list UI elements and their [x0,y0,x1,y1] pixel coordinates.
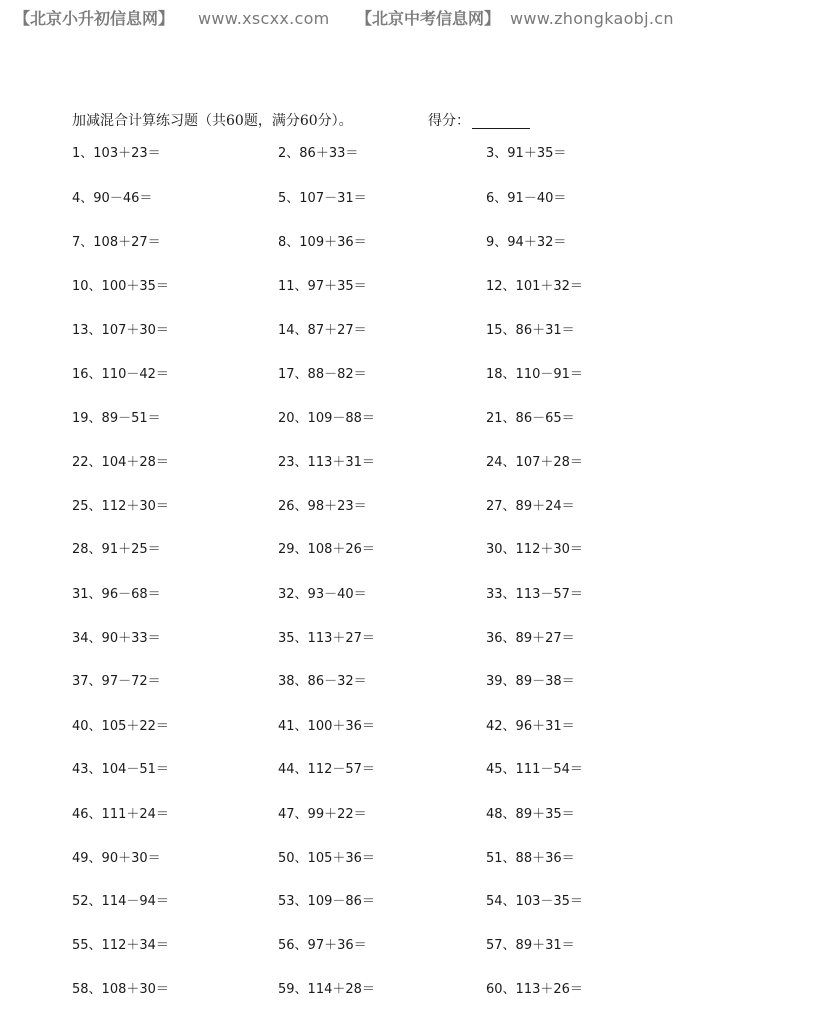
problem-item: 49、90＋30＝ [72,851,161,866]
problem-item: 37、97－72＝ [72,674,161,689]
problem-item: 18、110－91＝ [486,367,583,382]
header-url-1: www.xscxx.com [198,9,330,28]
problem-item: 21、86－65＝ [486,411,575,426]
problem-item: 22、104＋28＝ [72,455,169,470]
problem-item: 24、107＋28＝ [486,455,583,470]
problem-item: 33、113－57＝ [486,587,583,602]
problem-item: 52、114－94＝ [72,894,169,909]
problem-item: 11、97＋35＝ [278,279,367,294]
problem-item: 10、100＋35＝ [72,279,169,294]
problem-item: 4、90－46＝ [72,191,153,206]
problem-item: 51、88＋36＝ [486,851,575,866]
problem-item: 55、112＋34＝ [72,938,169,953]
problem-item: 20、109－88＝ [278,411,375,426]
problem-item: 47、99＋22＝ [278,807,367,822]
problem-item: 9、94＋32＝ [486,235,567,250]
problem-item: 7、108＋27＝ [72,235,161,250]
problem-item: 29、108＋26＝ [278,542,375,557]
problem-item: 46、111＋24＝ [72,807,169,822]
problem-item: 48、89＋35＝ [486,807,575,822]
problem-item: 45、111－54＝ [486,762,583,777]
problem-item: 8、109＋36＝ [278,235,367,250]
problem-item: 56、97＋36＝ [278,938,367,953]
problem-item: 35、113＋27＝ [278,631,375,646]
problem-item: 40、105＋22＝ [72,719,169,734]
score-label: 得分： [428,113,470,129]
problem-item: 16、110－42＝ [72,367,169,382]
problem-item: 14、87＋27＝ [278,323,367,338]
problem-item: 19、89－51＝ [72,411,161,426]
problem-item: 50、105＋36＝ [278,851,375,866]
problem-item: 38、86－32＝ [278,674,367,689]
problem-item: 36、89＋27＝ [486,631,575,646]
header-url-2: www.zhongkaobj.cn [510,9,674,28]
problem-item: 27、89＋24＝ [486,499,575,514]
problem-item: 39、89－38＝ [486,674,575,689]
problem-item: 13、107＋30＝ [72,323,169,338]
problem-item: 26、98＋23＝ [278,499,367,514]
problem-item: 44、112－57＝ [278,762,375,777]
problem-item: 3、91＋35＝ [486,146,567,161]
problem-item: 53、109－86＝ [278,894,375,909]
problem-item: 43、104－51＝ [72,762,169,777]
problem-item: 2、86＋33＝ [278,146,359,161]
problem-item: 25、112＋30＝ [72,499,169,514]
problem-item: 54、103－35＝ [486,894,583,909]
problem-item: 30、112＋30＝ [486,542,583,557]
problem-item: 23、113＋31＝ [278,455,375,470]
problem-item: 41、100＋36＝ [278,719,375,734]
problem-item: 1、103＋23＝ [72,146,161,161]
problem-item: 32、93－40＝ [278,587,367,602]
header-site-name-2: 【北京中考信息网】 [356,9,501,28]
problem-item: 15、86＋31＝ [486,323,575,338]
worksheet-title: 加减混合计算练习题（共60题，满分60分）。 [72,113,353,129]
problem-item: 28、91＋25＝ [72,542,161,557]
problem-item: 57、89＋31＝ [486,938,575,953]
problem-item: 31、96－68＝ [72,587,161,602]
problem-item: 17、88－82＝ [278,367,367,382]
problem-item: 58、108＋30＝ [72,982,169,997]
problem-item: 5、107－31＝ [278,191,367,206]
header-site-name-1: 【北京小升初信息网】 [14,9,175,28]
problem-item: 59、114＋28＝ [278,982,375,997]
problem-item: 34、90＋33＝ [72,631,161,646]
problem-item: 6、91－40＝ [486,191,567,206]
problem-item: 60、113＋26＝ [486,982,583,997]
problem-item: 12、101＋32＝ [486,279,583,294]
problem-item: 42、96＋31＝ [486,719,575,734]
